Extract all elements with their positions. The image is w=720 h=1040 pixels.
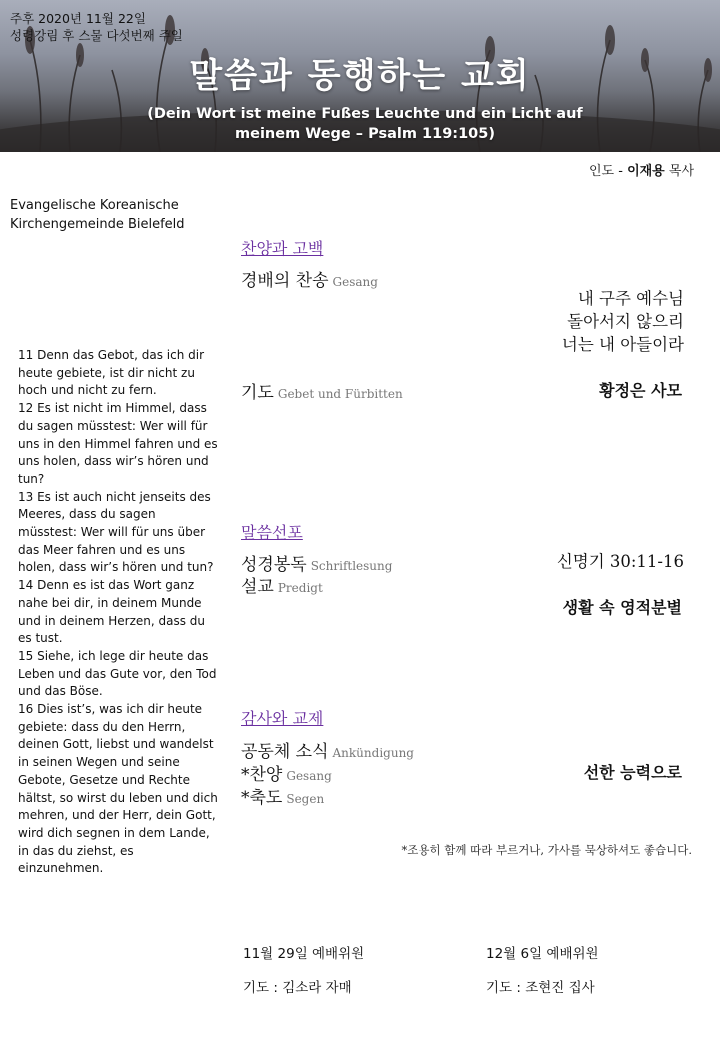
section-heading-praise: 찬양과 고백 bbox=[241, 239, 324, 258]
scripture-reference: 신명기 30:11-16 bbox=[556, 552, 684, 571]
order-item-blessing: *축도 Segen bbox=[241, 788, 325, 808]
section-heading-fellowship: 감사와 교제 bbox=[241, 709, 324, 728]
verse: 12 Es ist nicht im Himmel, dass du sagen müsstest: Wer will für uns in den Himmel fahren und es uns holen, dass wir’s hören und tun? bbox=[18, 401, 218, 486]
order-item-sermon: 설교 Predigt bbox=[241, 577, 323, 597]
order-item-news: 공동체 소식 Ankündigung bbox=[241, 742, 414, 762]
footer-right-prayer: 기도 : 조현진 집사 bbox=[486, 980, 595, 996]
verse: 16 Dies ist’s, was ich dir heute gebiete: dass du den Herrn, deinen Gott, liebst und wandelst in seinen Wegen und seine Gebote, Gesetze und Rechte hältst, so wirst du leben und dich mehren, und der Herr, dein Gott, wird dich segnen in dem Lande, in das du ziehst, es einzunehmen. bbox=[18, 702, 218, 876]
verse: 14 Denn es ist das Wort ganz nahe bei dir, in deinem Munde und in deinem Herzen, dass du es tust. bbox=[18, 578, 205, 646]
footer-right-title: 12월 6일 예배위원 bbox=[486, 946, 599, 962]
footer-left-prayer: 기도 : 김소라 자매 bbox=[243, 980, 352, 996]
verse: 15 Siehe, ich lege dir heute das Leben und das Gute vor, den Tod und das Böse. bbox=[18, 648, 217, 699]
header-banner bbox=[0, 0, 720, 152]
song-list: 내 구주 예수님 돌아서지 않으리 너는 내 아들이라 bbox=[561, 289, 684, 354]
verse: 11 Denn das Gebot, das ich dir heute gebiete, ist dir nicht zu hoch und nicht zu fern. bbox=[18, 348, 205, 398]
order-item-reading: 성경봉독 Schriftlesung bbox=[241, 555, 393, 575]
verse: 13 Es ist auch nicht jenseits des Meeres, dass du sagen müsstest: Wer will für uns über das Meer fahren und es uns holen, dass wir’s hören und tun? bbox=[18, 489, 214, 575]
order-item-hymn: 경배의 찬송 Gesang bbox=[241, 271, 378, 291]
prayer-leader: 황정은 사모 bbox=[599, 381, 682, 400]
footnote: *조용히 함께 따라 부르거나, 가사를 묵상하셔도 좋습니다. bbox=[401, 843, 692, 857]
order-item-prayer: 기도 Gebet und Fürbitten bbox=[241, 383, 403, 403]
scripture-text bbox=[18, 347, 218, 878]
worship-leader: 인도 - 이재용 목사 bbox=[588, 164, 694, 179]
order-item-song: *찬양 Gesang bbox=[241, 765, 332, 785]
footer-left-title: 11월 29일 예배위원 bbox=[243, 946, 365, 962]
page-title: 말씀과 동행하는 교회 bbox=[189, 56, 531, 96]
service-date: 주후 2020년 11월 22일 성령강림 후 스물 다섯번째 주일 bbox=[10, 11, 183, 43]
sermon-title: 생활 속 영적분별 bbox=[562, 598, 682, 617]
section-heading-word: 말씀선포 bbox=[241, 523, 303, 542]
page-subtitle: (Dein Wort ist meine Fußes Leuchte und ein Licht auf meinem Wege – Psalm 119:105) bbox=[147, 106, 583, 142]
closing-song-title: 선한 능력으로 bbox=[583, 763, 682, 782]
church-name: Evangelische Koreanische Kirchengemeinde Bielefeld bbox=[10, 198, 185, 232]
